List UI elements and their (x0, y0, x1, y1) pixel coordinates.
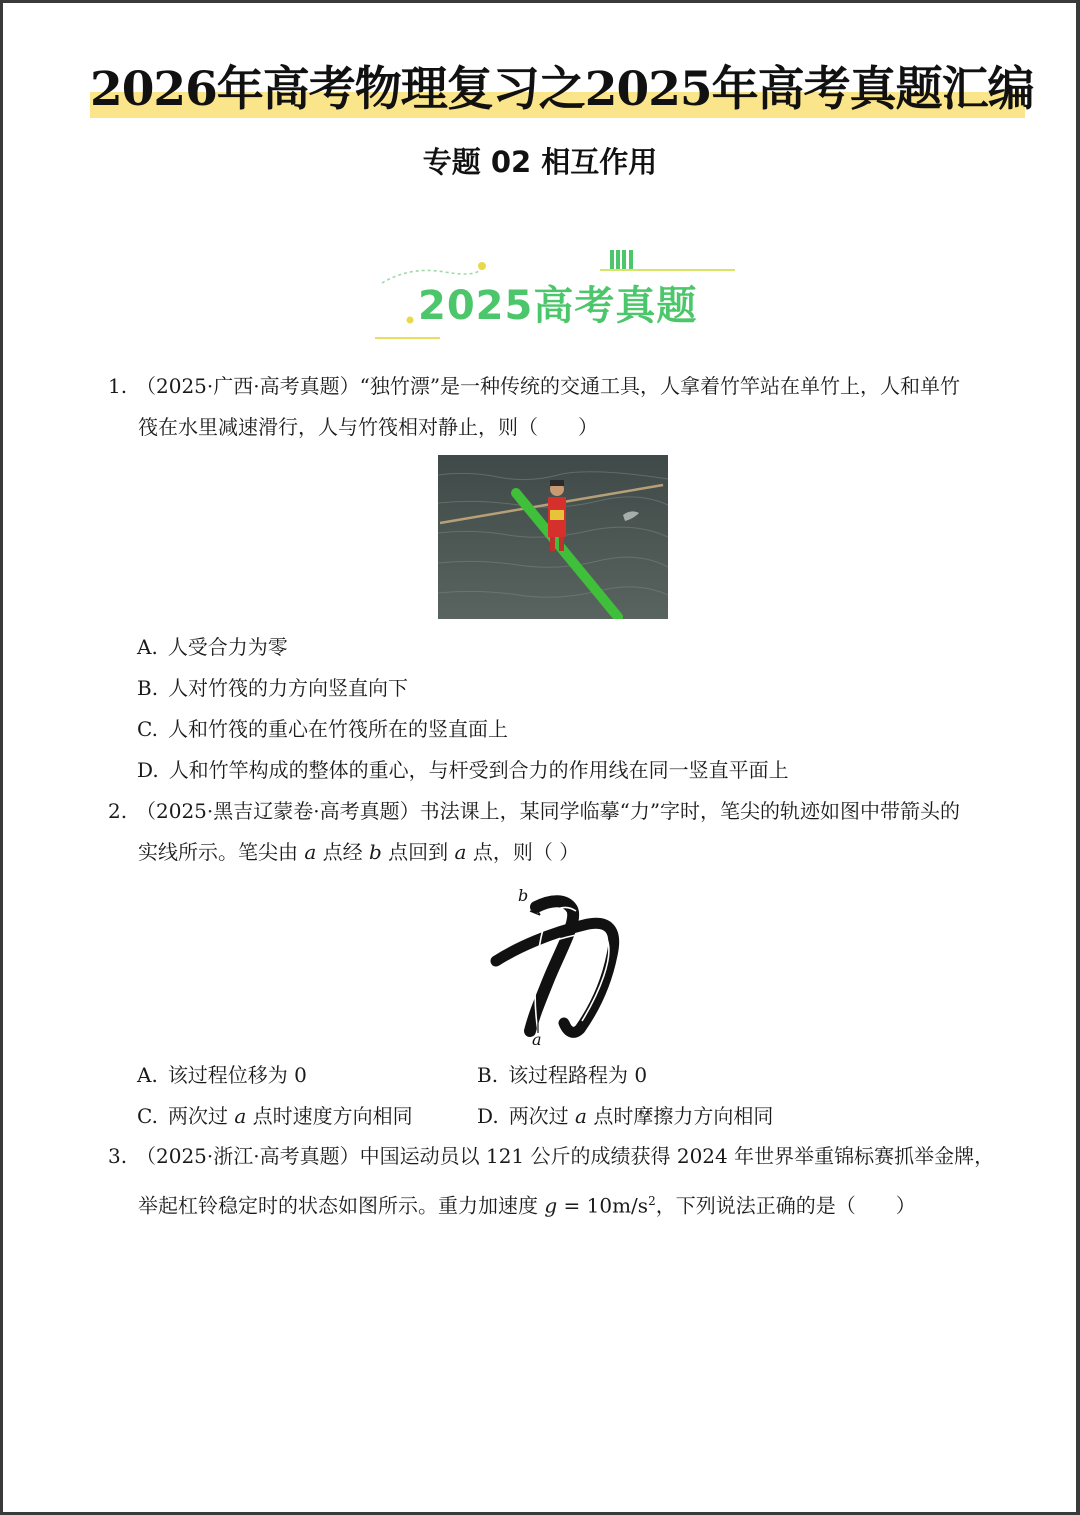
question-stem-line: （2025·浙江·高考真题）中国运动员以 121 公斤的成绩获得 2024 年世界举重锦标赛抓举金牌， (136, 1144, 995, 1168)
calligraphy-li-figure (488, 885, 628, 1047)
option-2d: D. 两次过 a 点时摩擦力方向相同 (477, 1104, 774, 1128)
option-2a: A. 该过程位移为 0 (137, 1063, 307, 1087)
bamboo-rafting-photo (438, 455, 668, 619)
question-number: 3. (108, 1144, 128, 1168)
title-block (90, 58, 1034, 128)
question-stem-line: 实线所示。笔尖由 a 点经 b 点回到 a 点，则（ ） (138, 840, 580, 864)
question-stem-line: （2025·黑吉辽蒙卷·高考真题）书法课上，某同学临摹“力”字时，笔尖的轨迹如图中带箭头的 (136, 799, 961, 823)
topic-subtitle: 专题 02 相互作用 (422, 145, 658, 179)
option-1c: C. 人和竹筏的重心在竹筏所在的竖直面上 (137, 717, 508, 741)
banner-title: 2025高考真题 (418, 283, 698, 329)
question-number: 2. (108, 799, 128, 823)
option-2b: B. 该过程路程为 0 (477, 1063, 648, 1087)
option-1b: B. 人对竹筏的力方向竖直向下 (137, 676, 409, 700)
question-number: 1. (108, 374, 128, 398)
question-stem-line: 筏在水里减速滑行，人与竹筏相对静止，则（ ） (138, 415, 598, 439)
page-title: 2026年高考物理复习之2025年高考真题汇编 (90, 62, 1034, 117)
question-stem-line: （2025·广西·高考真题）“独竹漂”是一种传统的交通工具，人拿着竹竿站在单竹上，人和单竹 (136, 374, 961, 398)
section-banner (370, 238, 740, 348)
point-b-label: b (518, 886, 529, 905)
option-1a: A. 人受合力为零 (137, 635, 288, 659)
option-2c: C. 两次过 a 点时速度方向相同 (137, 1104, 413, 1128)
option-1d: D. 人和竹竿构成的整体的重心，与杆受到合力的作用线在同一竖直平面上 (137, 758, 789, 782)
point-a-label: a (532, 1030, 542, 1047)
question-stem-line: 举起杠铃稳定时的状态如图所示。重力加速度 $g = 10m/s^2$，下列说法正确的是（ ） (138, 1193, 916, 1218)
